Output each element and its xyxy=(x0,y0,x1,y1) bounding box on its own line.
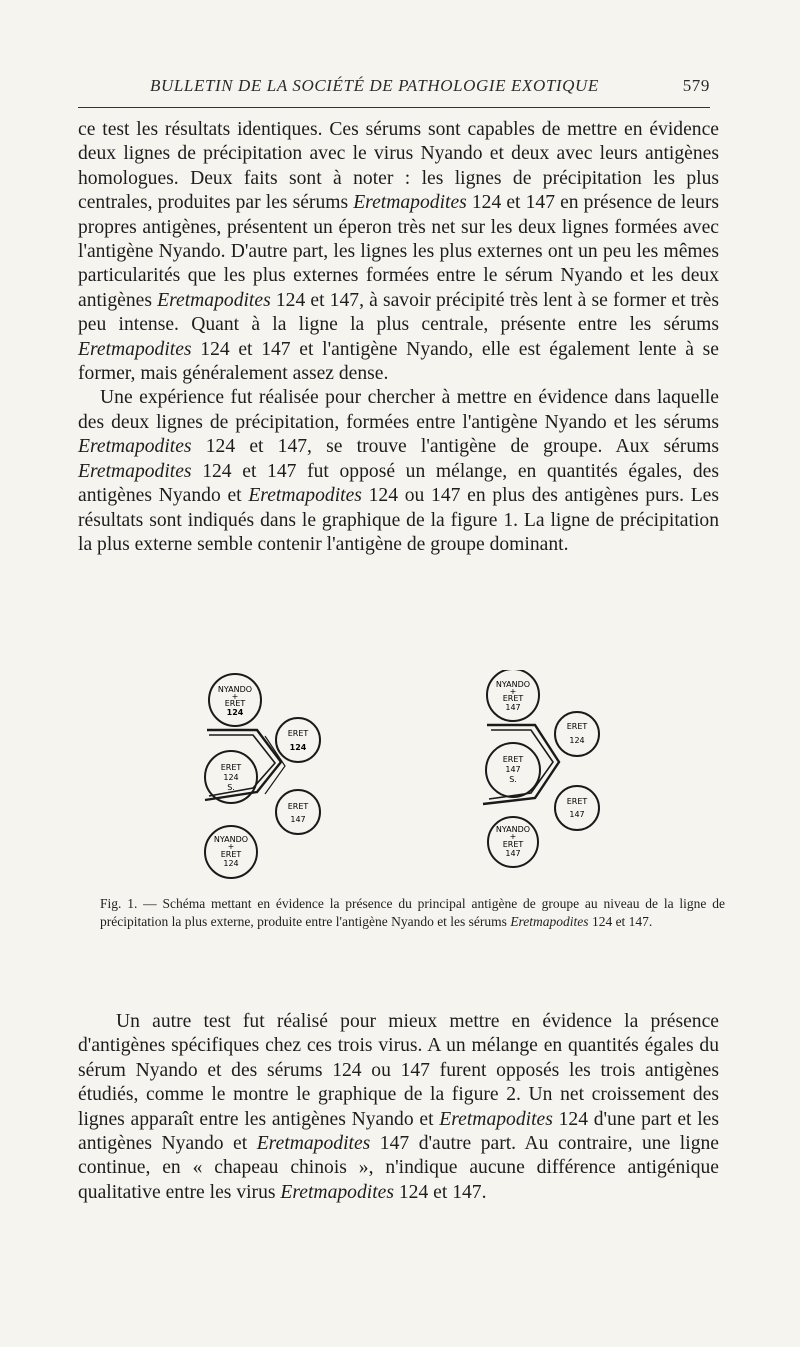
svg-text:NYANDO: NYANDO xyxy=(495,680,531,689)
figure-1-diagram xyxy=(195,670,755,890)
left-diagram xyxy=(205,674,320,878)
well-right-bottom-left xyxy=(276,790,320,834)
paragraph-2: Une expérience fut réalisée pour chercher à mettre en évidence dans laquelle des deux lignes de précipitation, formées entre l'antigène Nyando et les sérums Eretmapodites 124 et 147, se trouve l'antigène de groupe. Aux sérums Eretmapodites 124 et 147 fut opposé un mélange, en quantités égales, des antigènes Nyando et Eretmapodites 124 ou 147 en plus des antigènes purs. Les résultats sont indiqués dans le graphique de la figure 1. La ligne de précipitation la plus externe semble contenir l'antigène de groupe dominant. xyxy=(78,387,719,555)
body-text-top xyxy=(78,118,719,557)
svg-text:ERET: ERET xyxy=(566,722,588,731)
svg-text:124: 124 xyxy=(223,773,239,782)
svg-text:124: 124 xyxy=(289,743,307,752)
svg-text:124: 124 xyxy=(226,708,244,717)
svg-text:147: 147 xyxy=(290,815,306,824)
well-right-top-right xyxy=(555,712,599,756)
well-right-top-left xyxy=(276,718,320,762)
well-right-bottom-right xyxy=(555,786,599,830)
svg-text:S.: S. xyxy=(509,775,517,784)
svg-text:+: + xyxy=(231,692,239,701)
svg-text:147: 147 xyxy=(505,765,521,774)
svg-text:+: + xyxy=(509,832,517,841)
svg-text:147: 147 xyxy=(569,810,585,819)
body-text-bottom xyxy=(78,1010,719,1205)
svg-text:147: 147 xyxy=(505,849,521,858)
paragraph-3: Un autre test fut réalisé pour mieux mettre en évidence la présence d'antigènes spécifiques chez ces trois virus. A un mélange en quantités égales du sérum Nyando et des sérums 124 ou 147 furent opposés les trois antigènes étudiés, comme le montre le graphique de la figure 2. Un net croissement des lignes apparaît entre les antigènes Nyando et Eretmapodites 124 d'une part et les antigènes Nyando et Eretmapodites 147 d'autre part. Au contraire, une ligne continue, en « chapeau chinois », n'indique aucune différence antigénique qualitative entre les virus Eretmapodites 124 et 147. xyxy=(78,1011,719,1203)
svg-text:ERET: ERET xyxy=(502,694,524,703)
svg-text:NYANDO: NYANDO xyxy=(217,685,253,694)
svg-text:ERET: ERET xyxy=(502,755,524,764)
right-diagram xyxy=(483,670,599,867)
svg-text:NYANDO: NYANDO xyxy=(213,835,249,844)
svg-text:S.: S. xyxy=(227,783,235,792)
svg-text:ERET: ERET xyxy=(220,763,242,772)
header-rule xyxy=(78,107,710,108)
svg-text:ERET: ERET xyxy=(566,797,588,806)
journal-title: BULLETIN DE LA SOCIÉTÉ DE PATHOLOGIE EXOTIQUE xyxy=(150,76,599,95)
svg-text:ERET: ERET xyxy=(220,850,242,859)
svg-text:147: 147 xyxy=(505,703,521,712)
svg-text:124: 124 xyxy=(223,859,239,868)
svg-text:ERET: ERET xyxy=(287,802,309,811)
svg-text:NYANDO: NYANDO xyxy=(495,825,531,834)
svg-text:124: 124 xyxy=(569,736,585,745)
svg-text:ERET: ERET xyxy=(287,729,309,738)
figure-caption: Fig. 1. — Schéma mettant en évidence la présence du principal antigène de groupe au niveau de la ligne de précipitation la plus externe, produite entre l'antigène Nyando et les sérums Eretmapodites 124 et 147. xyxy=(100,896,725,929)
svg-text:+: + xyxy=(227,842,235,851)
paragraph-1: ce test les résultats identiques. Ces sérums sont capables de mettre en évidence deux lignes de précipitation avec le virus Nyando et deux avec leurs antigènes homologues. Deux faits sont à noter : les lignes de précipitation les plus centrales, produites par les sérums Eretmapodites 124 et 147 en présence de leurs propres antigènes, présentent un éperon très net sur les deux lignes formées avec l'antigène Nyando. D'autre part, les lignes les plus externes ont un peu les mêmes particularités que les plus externes formées entre le sérum Nyando et les deux antigènes Eretmapodites 124 et 147, à savoir précipité très lent à se former et très peu intense. Quant à la ligne la plus centrale, présente entre les sérums Eretmapodites 124 et 147 et l'antigène Nyando, elle est également lente à se former, mais généralement assez dense. xyxy=(78,119,719,385)
svg-text:ERET: ERET xyxy=(502,840,524,849)
page-number: 579 xyxy=(682,76,710,95)
svg-text:ERET: ERET xyxy=(224,699,246,708)
svg-text:+: + xyxy=(509,687,517,696)
